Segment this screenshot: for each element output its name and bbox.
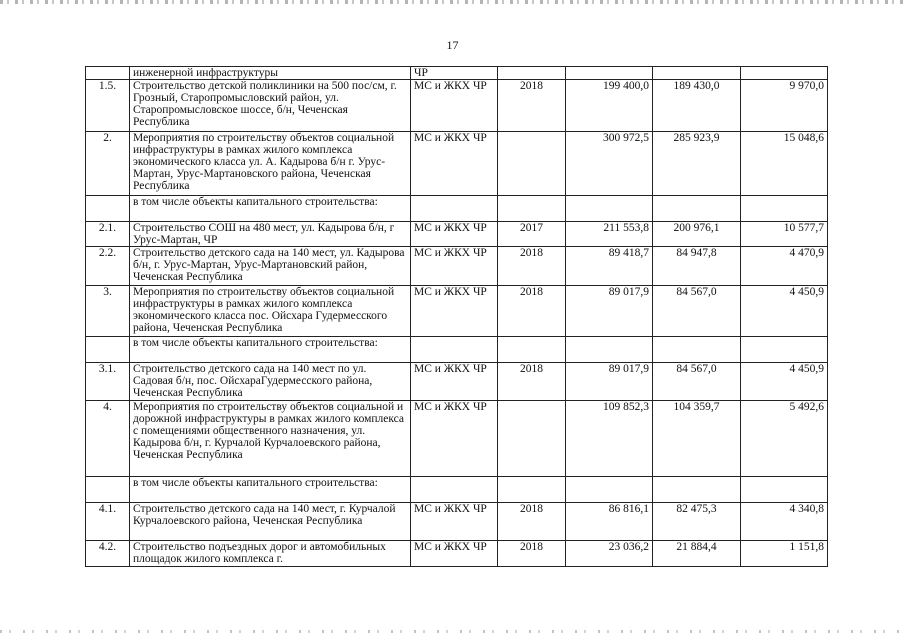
row-number-cell: 2.2. [86,247,130,286]
executor-cell: ЧР [411,67,498,80]
year-cell: 2018 [498,247,566,286]
regional-amount-cell: 9 970,0 [741,80,828,132]
year-cell: 2017 [498,222,566,247]
federal-amount-cell: 285 923,9 [653,132,741,196]
measure-name-cell: Строительство подъездных дорог и автомобильных площадок жилого комплекса г. [130,541,411,567]
executor-cell [411,337,498,363]
measure-name-cell: Строительство детской поликлиники на 500 пос/см, г. Грозный, Старопромысловский район, ул. Старопромысловское шоссе, б/н, Чеченская Республика [130,80,411,132]
regional-amount-cell: 15 048,6 [741,132,828,196]
row-number-cell: 4.1. [86,503,130,541]
total-amount-cell: 199 400,0 [566,80,653,132]
executor-cell: МС и ЖКХ ЧР [411,222,498,247]
regional-amount-cell: 4 470,9 [741,247,828,286]
row-number-cell [86,337,130,363]
total-amount-cell [566,337,653,363]
regional-amount-cell: 1 151,8 [741,541,828,567]
row-number-cell [86,67,130,80]
total-amount-cell: 109 852,3 [566,401,653,477]
table-row [86,363,828,401]
year-cell: 2018 [498,286,566,337]
federal-amount-cell [653,477,741,503]
budget-table-body [86,67,828,567]
regional-amount-cell [741,477,828,503]
table-row [86,222,828,247]
executor-cell: МС и ЖКХ ЧР [411,363,498,401]
federal-amount-cell: 21 884,4 [653,541,741,567]
measure-name-cell: Строительство детского сада на 140 мест, г. Курчалой Курчалоевского района, Чеченская Республика [130,503,411,541]
regional-amount-cell: 4 340,8 [741,503,828,541]
budget-table [85,66,828,567]
table-row [86,67,828,80]
measure-name-cell: Мероприятия по строительству объектов социальной и дорожной инфраструктуры в рамках жилого комплекса с помещениями общественного назначения, ул. Кадырова б/н, г. Курчалой Курчалоевского района, Чеченская Республика [130,401,411,477]
executor-cell: МС и ЖКХ ЧР [411,247,498,286]
regional-amount-cell [741,196,828,222]
executor-cell: МС и ЖКХ ЧР [411,503,498,541]
regional-amount-cell: 4 450,9 [741,363,828,401]
measure-name-cell: Строительство детского сада на 140 мест, ул. Кадырова б/н, г. Урус-Мартан, Урус-Мартановский район, Чеченская Республика [130,247,411,286]
year-cell: 2018 [498,80,566,132]
scan-noise-top [0,0,905,4]
regional-amount-cell: 10 577,7 [741,222,828,247]
total-amount-cell: 211 553,8 [566,222,653,247]
total-amount-cell: 300 972,5 [566,132,653,196]
row-number-cell: 2.1. [86,222,130,247]
row-number-cell: 2. [86,132,130,196]
table-row [86,401,828,477]
executor-cell [411,196,498,222]
regional-amount-cell: 4 450,9 [741,286,828,337]
total-amount-cell: 86 816,1 [566,503,653,541]
year-cell [498,132,566,196]
row-number-cell: 4. [86,401,130,477]
executor-cell [411,477,498,503]
year-cell: 2018 [498,363,566,401]
executor-cell: МС и ЖКХ ЧР [411,286,498,337]
year-cell [498,477,566,503]
federal-amount-cell: 189 430,0 [653,80,741,132]
measure-name-cell: Мероприятия по строительству объектов социальной инфраструктуры в рамках жилого комплекса экономического класса пос. Ойсхара Гудермесского района, Чеченская Республика [130,286,411,337]
row-number-cell [86,477,130,503]
federal-amount-cell: 82 475,3 [653,503,741,541]
federal-amount-cell: 104 359,7 [653,401,741,477]
page-number: 17 [446,38,459,52]
measure-name-cell: Строительство СОШ на 480 мест, ул. Кадырова б/н, г Урус-Мартан, ЧР [130,222,411,247]
federal-amount-cell: 84 947,8 [653,247,741,286]
measure-name-cell: в том числе объекты капитального строительства: [130,337,411,363]
year-cell [498,401,566,477]
measure-name-cell: в том числе объекты капитального строительства: [130,477,411,503]
table-row [86,196,828,222]
executor-cell: МС и ЖКХ ЧР [411,401,498,477]
total-amount-cell: 89 418,7 [566,247,653,286]
total-amount-cell: 89 017,9 [566,286,653,337]
row-number-cell: 3. [86,286,130,337]
executor-cell: МС и ЖКХ ЧР [411,132,498,196]
table-row [86,286,828,337]
measure-name-cell: в том числе объекты капитального строительства: [130,196,411,222]
executor-cell: МС и ЖКХ ЧР [411,80,498,132]
table-row [86,80,828,132]
table-row [86,247,828,286]
federal-amount-cell [653,196,741,222]
table-row [86,337,828,363]
row-number-cell: 4.2. [86,541,130,567]
federal-amount-cell: 84 567,0 [653,363,741,401]
federal-amount-cell: 84 567,0 [653,286,741,337]
table-row [86,541,828,567]
regional-amount-cell [741,337,828,363]
table-row [86,132,828,196]
row-number-cell: 1.5. [86,80,130,132]
scan-noise-bottom [0,630,905,633]
regional-amount-cell [741,67,828,80]
year-cell [498,67,566,80]
table-row [86,477,828,503]
regional-amount-cell: 5 492,6 [741,401,828,477]
total-amount-cell [566,196,653,222]
measure-name-cell: инженерной инфраструктуры [130,67,411,80]
federal-amount-cell [653,337,741,363]
total-amount-cell: 89 017,9 [566,363,653,401]
row-number-cell: 3.1. [86,363,130,401]
total-amount-cell: 23 036,2 [566,541,653,567]
executor-cell: МС и ЖКХ ЧР [411,541,498,567]
row-number-cell [86,196,130,222]
year-cell [498,337,566,363]
total-amount-cell [566,477,653,503]
year-cell [498,196,566,222]
federal-amount-cell: 200 976,1 [653,222,741,247]
federal-amount-cell [653,67,741,80]
total-amount-cell [566,67,653,80]
measure-name-cell: Мероприятия по строительству объектов социальной инфраструктуры в рамках жилого комплекса экономического класса ул. А. Кадырова б/н г. Урус-Мартан, Урус-Мартановского района, Чеченская Республика [130,132,411,196]
year-cell: 2018 [498,541,566,567]
table-row [86,503,828,541]
year-cell: 2018 [498,503,566,541]
measure-name-cell: Строительство детского сада на 140 мест по ул. Садовая б/н, пос. ОйсхараГудермесского района, Чеченская Республика [130,363,411,401]
